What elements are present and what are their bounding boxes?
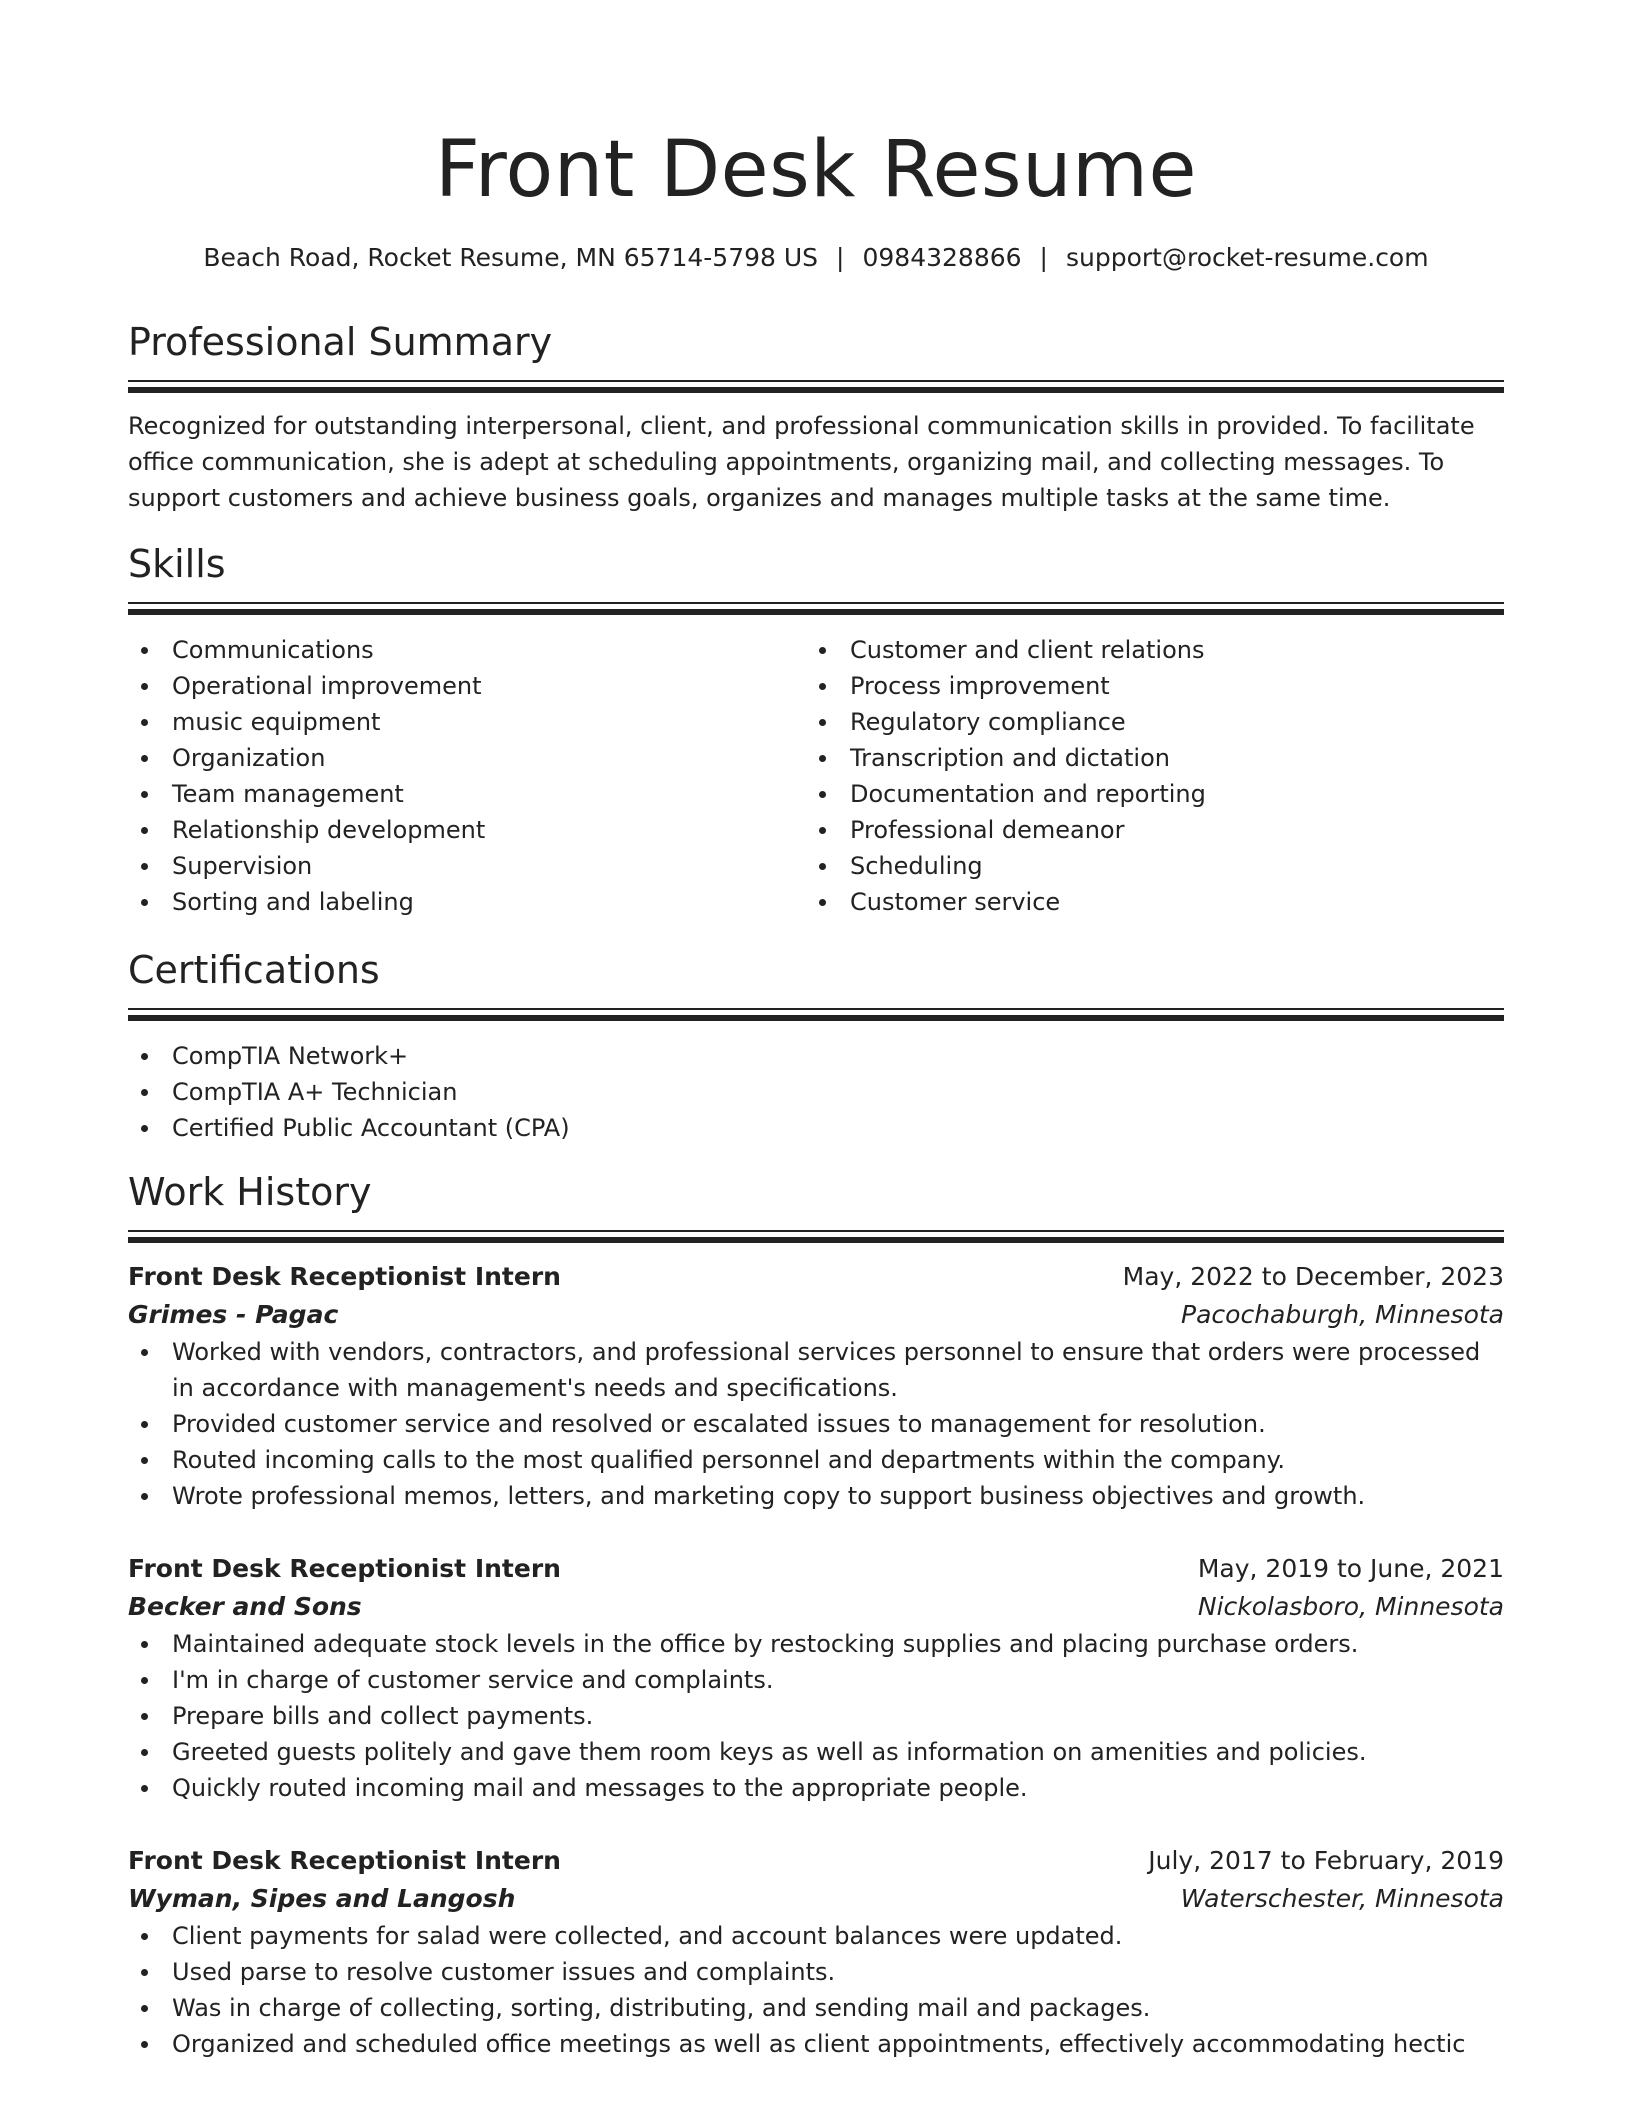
section-title-skills: Skills	[128, 542, 226, 586]
skill-item: Professional demeanor	[806, 812, 1484, 848]
certifications-section	[128, 946, 1504, 1146]
job-entry	[128, 1550, 1504, 1806]
job-company: Becker and Sons	[128, 1592, 362, 1621]
job-header	[128, 1550, 1504, 1588]
job-location: Waterschester, Minnesota	[1180, 1884, 1504, 1913]
section-title-certifications: Certifications	[128, 948, 380, 992]
contact-separator: |	[1039, 243, 1048, 272]
job-title: Front Desk Receptionist Intern	[128, 1262, 561, 1291]
skill-item: music equipment	[128, 704, 806, 740]
certification-item: Certified Public Accountant (CPA)	[128, 1110, 1504, 1146]
skill-item: Process improvement	[806, 668, 1484, 704]
contact-separator: |	[836, 243, 845, 272]
skill-item: Scheduling	[806, 848, 1484, 884]
section-title-summary: Professional Summary	[128, 320, 553, 364]
skill-item: Sorting and labeling	[128, 884, 806, 920]
job-bullet: Maintained adequate stock levels in the office by restocking supplies and placing purchase orders.	[128, 1626, 1504, 1662]
skill-item: Supervision	[128, 848, 806, 884]
contact-line	[128, 242, 1504, 274]
section-divider	[128, 380, 1504, 394]
jobs-container	[128, 1258, 1504, 2062]
job-subheader	[128, 1588, 1504, 1626]
job-bullet: Organized and scheduled office meetings as well as client appointments, effectively accommodating hectic	[128, 2026, 1504, 2062]
job-header	[128, 1842, 1504, 1880]
certification-item: CompTIA Network+	[128, 1038, 1504, 1074]
certification-item: CompTIA A+ Technician	[128, 1074, 1504, 1110]
job-subheader	[128, 1880, 1504, 1918]
skills-section	[128, 540, 1504, 920]
skill-item: Team management	[128, 776, 806, 812]
resume-page	[128, 0, 1504, 2058]
job-bullet: Client payments for salad were collected, and account balances were updated.	[128, 1918, 1504, 1954]
section-divider	[128, 1008, 1504, 1022]
job-bullet-list	[128, 1626, 1504, 1806]
skills-columns	[128, 632, 1504, 920]
skill-item: Operational improvement	[128, 668, 806, 704]
job-bullet: Prepare bills and collect payments.	[128, 1698, 1504, 1734]
summary-section	[128, 318, 1504, 516]
skill-item: Transcription and dictation	[806, 740, 1484, 776]
job-bullet: Used parse to resolve customer issues and complaints.	[128, 1954, 1504, 1990]
job-dates: May, 2019 to June, 2021	[1197, 1554, 1504, 1583]
skills-list-left	[128, 632, 806, 920]
job-bullet: I'm in charge of customer service and complaints.	[128, 1662, 1504, 1698]
job-bullet-list	[128, 1334, 1504, 1514]
contact-email: support@rocket-resume.com	[1065, 243, 1429, 272]
job-subheader	[128, 1296, 1504, 1334]
section-title-work-history: Work History	[128, 1170, 372, 1214]
skill-item: Customer service	[806, 884, 1484, 920]
job-bullet: Worked with vendors, contractors, and professional services personnel to ensure that orders were processed in accordance with management's needs and specifications.	[128, 1334, 1504, 1406]
job-title: Front Desk Receptionist Intern	[128, 1554, 561, 1583]
certifications-list	[128, 1038, 1504, 1146]
job-header	[128, 1258, 1504, 1296]
section-divider	[128, 602, 1504, 616]
contact-phone: 0984328866	[862, 243, 1022, 272]
work-history-section	[128, 1168, 1504, 2062]
job-bullet: Wrote professional memos, letters, and marketing copy to support business objectives and growth.	[128, 1478, 1504, 1514]
summary-text: Recognized for outstanding interpersonal, client, and professional communication skills in provided. To facilitate office communication, she is adept at scheduling appointments, organizing mail, and collecting messages. To support customers and achieve business goals, organizes and manages multiple tasks at the same time.	[128, 412, 1475, 512]
job-company: Grimes - Pagac	[128, 1300, 339, 1329]
skill-item: Customer and client relations	[806, 632, 1484, 668]
skill-item: Communications	[128, 632, 806, 668]
job-entry	[128, 1258, 1504, 1514]
skill-item: Documentation and reporting	[806, 776, 1484, 812]
section-divider	[128, 1230, 1504, 1244]
skill-item: Organization	[128, 740, 806, 776]
skills-list-right	[806, 632, 1484, 920]
job-bullet-list	[128, 1918, 1504, 2062]
job-entry	[128, 1842, 1504, 2062]
job-bullet: Provided customer service and resolved or escalated issues to management for resolution.	[128, 1406, 1504, 1442]
skill-item: Relationship development	[128, 812, 806, 848]
job-title: Front Desk Receptionist Intern	[128, 1846, 561, 1875]
resume-title: Front Desk Resume	[435, 125, 1197, 215]
contact-address: Beach Road, Rocket Resume, MN 65714-5798 US	[203, 243, 819, 272]
job-dates: May, 2022 to December, 2023	[1122, 1262, 1504, 1291]
job-location: Pacochaburgh, Minnesota	[1181, 1300, 1504, 1329]
job-company: Wyman, Sipes and Langosh	[128, 1884, 516, 1913]
job-location: Nickolasboro, Minnesota	[1197, 1592, 1504, 1621]
job-dates: July, 2017 to February, 2019	[1148, 1846, 1504, 1875]
job-bullet: Was in charge of collecting, sorting, distributing, and sending mail and packages.	[128, 1990, 1504, 2026]
job-bullet: Greeted guests politely and gave them room keys as well as information on amenities and policies.	[128, 1734, 1504, 1770]
job-bullet: Quickly routed incoming mail and messages to the appropriate people.	[128, 1770, 1504, 1806]
job-bullet: Routed incoming calls to the most qualified personnel and departments within the company.	[128, 1442, 1504, 1478]
skill-item: Regulatory compliance	[806, 704, 1484, 740]
